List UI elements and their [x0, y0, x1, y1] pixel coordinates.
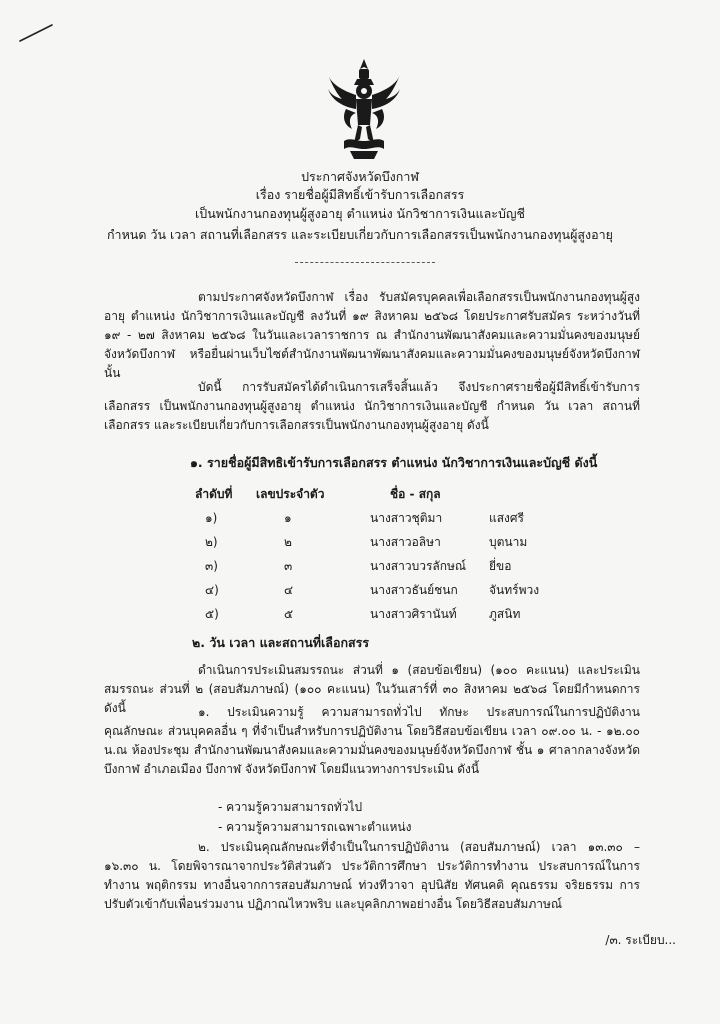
- section-2-intro: ดำเนินการประเมินสมรรถนะ ส่วนที่ ๑ (สอบข้อเขียน) (๑๐๐ คะแนน) และประเมิน สมรรถนะ ส่วนที่ ๒ (สอบสัมภาษณ์) (๑๐๐ คะแนน) ในวันเสาร์ที่ ๓๐ สิงหาคม ๒๕๖๘ โดยมีกำหนดการ ดังนี้: [104, 663, 640, 715]
- intro-paragraph: ตามประกาศจังหวัดบึงกาฬ เรื่อง รับสมัครบุคคลเพื่อเลือกสรรเป็นพนักงานกองทุนผู้สูงอายุ ตำแหน่ง นักวิชาการเงินและบัญชี ลงวันที่ ๑๙ สิงหาคม ๒๕๖๘ โดยประกาศรับสมัคร ระหว่างวันที่ ๑๙ - ๒๗ สิงหาคม ๒๕๖๘ ในวันและเวลาราชการ ณ สำนักงานพัฒนาสังคมและความมั่นคงของมนุษย์จังหวัดบึงกาฬ หรือยื่นผ่านเว็บไซต์สำนักงานพัฒนาพัฒนาสังคมและความมั่นคงของมนุษย์จังหวัดบึงกาฬ นั้น: [104, 290, 640, 380]
- candidate-first-name: นางสาวชุติมา: [370, 511, 443, 525]
- candidate-last-name: บุตนาม: [489, 535, 528, 549]
- announcement-title: ประกาศจังหวัดบึงกาฬ: [301, 169, 419, 184]
- candidate-id: ๕: [284, 607, 294, 621]
- column-header-order: ลำดับที่: [195, 487, 233, 501]
- section-1-title: ๑. รายชื่อผู้มีสิทธิเข้ารับการเลือกสรร ตำแหน่ง นักวิชาการเงินและบัญชี ดังนี้: [190, 455, 598, 470]
- candidate-order: ๒): [205, 535, 218, 549]
- schedule-item-1: ๑. ประเมินความรู้ ความสามารถทั่วไป ทักษะ ประสบการณ์ในการปฏิบัติงาน คุณลักษณะ ส่วนบุคคลอื่น ๆ ที่จำเป็นสำหรับการปฏิบัติงาน โดยวิธีสอบข้อเขียน เวลา ๐๙.๐๐ น. - ๑๒.๐๐ น.ณ ห้องประชุม สำนักงานพัฒนาสังคมและความมั่นคงของมนุษย์จังหวัดบึงกาฬ ชั้น ๑ ศาลากลางจังหวัดบึงกาฬ อำเภอเมือง บึงกาฬ จังหวัดบึงกาฬ โดยมีแนวทางการประเมิน ดังนี้: [104, 705, 640, 776]
- candidate-first-name: นางสาวธันย์ชนก: [370, 583, 458, 597]
- candidate-row: [0, 557, 720, 577]
- garuda-emblem-icon: [324, 55, 404, 165]
- candidate-last-name: ยี่ขอ: [489, 559, 512, 573]
- candidate-order: ๑): [205, 511, 218, 525]
- candidate-id: ๓: [284, 559, 293, 573]
- candidate-row: [0, 533, 720, 553]
- assessment-bullet: - ความรู้ความสามารถทั่วไป: [218, 800, 363, 814]
- candidate-first-name: นางสาวอลิษา: [370, 535, 441, 549]
- candidate-row: [0, 605, 720, 625]
- schedule-item-2: ๒. ประเมินคุณลักษณะที่จำเป็นในการปฏิบัติงาน (สอบสัมภาษณ์) เวลา ๑๓.๓๐ – ๑๖.๓๐ น. โดยพิจารณาจากประวัติส่วนตัว ประวัติการศึกษา ประวัติการทำงาน ประสบการณ์ในการทำงาน พฤติกรรม ทางอื่นจากการสอบสัมภาษณ์ ท่วงทีวาจา อุปนิสัย ทัศนคติ คุณธรรม จริยธรรม การปรับตัวเข้ากับเพื่อนร่วมงาน ปฏิภาณไหวพริบ และบุคลิกภาพอย่างอื่น โดยวิธีสอบสัมภาษณ์: [104, 840, 640, 911]
- candidate-order: ๔): [205, 583, 219, 597]
- candidate-last-name: จันทร์พวง: [489, 583, 540, 597]
- title-divider: [295, 262, 435, 263]
- announcement-subject: เรื่อง รายชื่อผู้มีสิทธิ์เข้ารับการเลือกสรร: [255, 187, 465, 202]
- candidate-last-name: ภูสนิท: [489, 607, 521, 621]
- candidate-first-name: นางสาวศิรานันท์: [370, 607, 457, 621]
- candidate-first-name: นางสาวบวรลักษณ์: [370, 559, 467, 573]
- column-header-id: เลขประจำตัว: [256, 487, 325, 501]
- candidate-id: ๔: [284, 583, 294, 597]
- now-paragraph: บัดนี้ การรับสมัครได้ดำเนินการเสร็จสิ้นแล้ว จึงประกาศรายชื่อผู้มีสิทธิ์เข้ารับการเลือกสรร เป็นพนักงานกองทุนผู้สูงอายุ ตำแหน่ง นักวิชาการเงินและบัญชี กำหนด วัน เวลา สถานที่เลือกสรร และระเบียบเกี่ยวกับการเลือกสรรเป็นพนักงานกองทุนผู้สูงอายุ ดังนี้: [104, 380, 640, 432]
- announcement-subject-line-2: เป็นพนักงานกองทุนผู้สูงอายุ ตำแหน่ง นักวิชาการเงินและบัญชี: [194, 206, 526, 221]
- candidate-order: ๓): [205, 559, 218, 573]
- pen-mark: [18, 22, 54, 44]
- assessment-bullet: - ความรู้ความสามารถเฉพาะตำแหน่ง: [218, 820, 412, 834]
- candidate-order: ๕): [205, 607, 219, 621]
- candidate-last-name: แสงศรี: [489, 511, 524, 525]
- section-2-title: ๒. วัน เวลา และสถานที่เลือกสรร: [192, 635, 370, 650]
- candidate-row: [0, 509, 720, 529]
- candidate-row: [0, 581, 720, 601]
- candidate-id: ๑: [284, 511, 292, 525]
- column-header-name: ชื่อ - สกุล: [390, 487, 441, 501]
- continued-next-page: /๓. ระเบียบ...: [605, 933, 676, 947]
- candidate-id: ๒: [284, 535, 292, 549]
- announcement-subject-line-3: กำหนด วัน เวลา สถานที่เลือกสรร และระเบียบเกี่ยวกับการเลือกสรรเป็นพนักงานกองทุนผู้สูงอายุ: [106, 227, 613, 242]
